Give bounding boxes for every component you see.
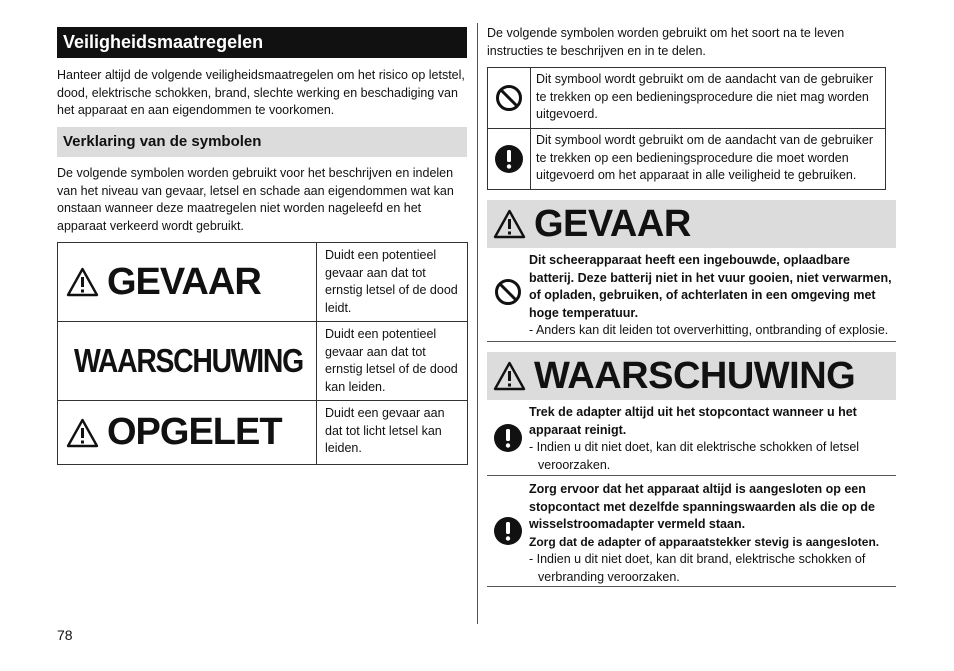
- warning-triangle-icon: [66, 418, 99, 448]
- danger-heading: GEVAAR: [534, 202, 691, 245]
- prohibition-icon: [494, 278, 522, 306]
- hazard-level-row-caution: [58, 401, 467, 464]
- warning-item2-text-secondary: Zorg dat de adapter of apparaatstekker stevig is aangesloten.: [529, 534, 880, 549]
- column-divider: [477, 23, 478, 624]
- warning-triangle-icon: [493, 209, 526, 239]
- symbol-text-mandatory: Dit symbool wordt gebruikt om de aandacht van de gebruiker te trekken op een bedieningsprocedure die moet worden uitgevoerd om het apparaat in alle veiligheid te gebruiken.: [530, 129, 885, 189]
- warning-item-voltage: [487, 481, 896, 587]
- hazard-level-row-warning: [58, 322, 467, 401]
- hazard-word-warning: WAARSCHUWING: [74, 342, 303, 379]
- page-number: 78: [57, 627, 73, 643]
- symbols-intro-right: De volgende symbolen worden gebruikt om het soort na te leven instructies te beschrijven en in te delen.: [487, 26, 845, 58]
- warning-item1-note: - Indien u dit niet doet, kan dit elektrische schokken of letsel veroorzaken.: [529, 440, 860, 472]
- warning-item2-text: Zorg ervoor dat het apparaat altijd is aangesloten op een stopcontact met dezelfde spanningswaarden als die op de wisselstroomadapter vermeld staan.: [529, 482, 875, 531]
- hazard-desc-danger: Duidt een potentieel gevaar aan dat tot ernstig letsel of de dood leidt.: [316, 243, 463, 321]
- warning-heading: WAARSCHUWING: [534, 354, 856, 397]
- hazard-level-row-danger: [58, 243, 467, 322]
- hazard-desc-caution: Duidt een gevaar aan dat tot licht letsel kan leiden.: [316, 401, 463, 464]
- hazard-desc-warning: Duidt een potentieel gevaar aan dat tot ernstig letsel of de dood kan leiden.: [316, 322, 463, 400]
- warning-item-unplug: [487, 404, 896, 476]
- mandatory-action-icon: [495, 145, 523, 173]
- mandatory-action-icon: [494, 517, 522, 545]
- prohibition-icon: [495, 84, 523, 112]
- danger-item-battery: [487, 252, 896, 342]
- symbol-table: [487, 67, 886, 190]
- danger-heading-band: [487, 200, 896, 248]
- danger-item-text: Dit scheerapparaat heeft een ingebouwde, oplaadbare batterij. Deze batterij niet in het vuur gooien, niet verwarmen, of opladen, gebruiken, of achterlaten in een omgeving met hoge temperatuur.: [529, 253, 892, 320]
- danger-item-note: - Anders kan dit leiden tot oververhitting, ontbranding of explosie.: [529, 323, 889, 337]
- warning-heading-band: [487, 352, 896, 400]
- warning-triangle-icon: [66, 267, 99, 297]
- hazard-word-danger: GEVAAR: [107, 260, 261, 303]
- symbols-intro-paragraph: De volgende symbolen worden gebruikt voor het beschrijven en indelen van het niveau van gevaar, letsel en schade aan eigendommen wat kan onstaan wanneer deze maatregelen niet worden nageleefd en het apparaat verkeerd wordt gebruikt.: [57, 166, 454, 233]
- intro-paragraph: Hanteer altijd de volgende veiligheidsmaatregelen om het risico op letstel, dood, elektrische schokken, brand, slechte werking en beschadiging van het apparaat en aan eigendommen te voorkomen.: [57, 68, 465, 117]
- symbol-text-prohibition: Dit symbool wordt gebruikt om de aandacht van de gebruiker te trekken op een bedieningsprocedure die niet mag worden uitgevoerd.: [530, 68, 885, 128]
- symbol-row-mandatory: [488, 129, 885, 189]
- hazard-level-table: [57, 242, 468, 465]
- symbol-row-prohibition: [488, 68, 885, 129]
- warning-triangle-icon: [493, 361, 526, 391]
- warning-item2-note: - Indien u dit niet doet, kan dit brand, elektrische schokken of verbranding veroorzaken.: [529, 552, 866, 584]
- mandatory-action-icon: [494, 424, 522, 452]
- hazard-word-caution: OPGELET: [107, 411, 282, 453]
- section-title: Veiligheidsmaatregelen: [57, 27, 467, 58]
- warning-item1-text: Trek de adapter altijd uit het stopcontact wanneer u het apparaat reinigt.: [529, 405, 857, 437]
- subsection-title: Verklaring van de symbolen: [57, 127, 467, 157]
